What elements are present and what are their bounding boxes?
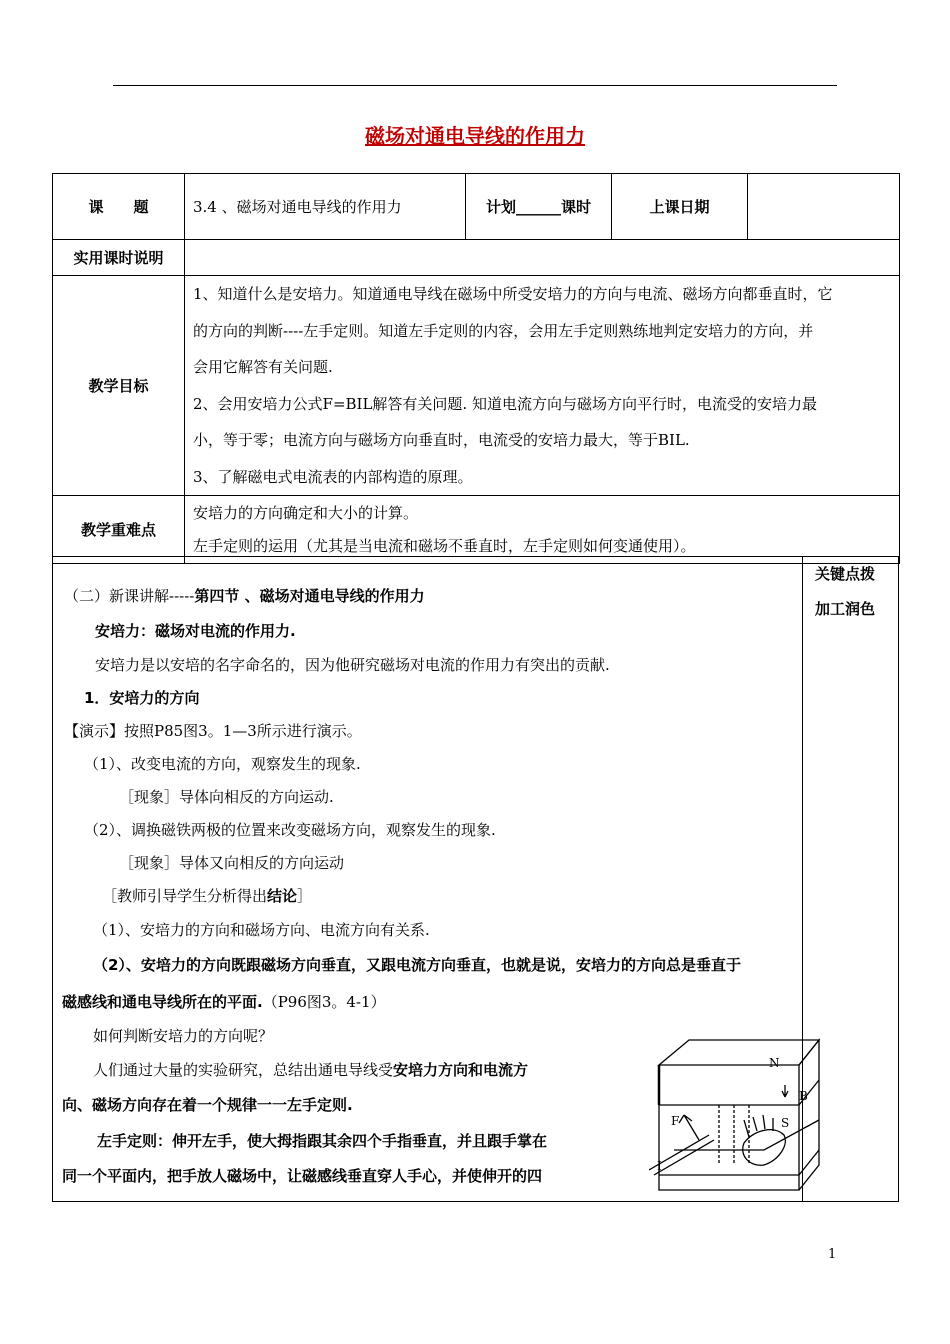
- conclusion-1: （1）、安培力的方向和磁场方向、电流方向有关系.: [93, 921, 430, 939]
- info-table: [52, 173, 900, 564]
- sidebar-line: 关键点拨: [815, 565, 876, 583]
- page-title: 磁场对通电导线的作用力: [365, 124, 585, 148]
- section-prefix: （二）新课讲解-----: [64, 587, 195, 605]
- goal-line: 3、了解磁电式电流表的内部构造的原理。: [193, 467, 473, 486]
- research-a-plain: 人们通过大量的实验研究，总结出通电导线受: [93, 1061, 394, 1079]
- sidebar-notes: [815, 557, 895, 627]
- step-1: （1）、改变电流的方向，观察发生的现象.: [84, 755, 361, 773]
- usage-label: 实用课时说明: [53, 240, 185, 276]
- figure-label-f: F: [671, 1114, 680, 1128]
- question: 如何判断安培力的方向呢？: [93, 1027, 274, 1045]
- key-label: 教学重难点: [53, 496, 185, 564]
- plan-label: 计划______课时: [466, 174, 612, 240]
- guide-bold: 结论: [267, 887, 298, 905]
- figure-label-s: S: [781, 1116, 790, 1130]
- demo-text: 【演示】按照P85图3。1—3所示进行演示。: [64, 722, 362, 740]
- guide-suffix: ］: [297, 887, 313, 905]
- figure-label-n: N: [769, 1056, 780, 1070]
- key-cell: [185, 496, 900, 564]
- research-a-bold: 安培力方向和电流方: [393, 1061, 529, 1079]
- section-title: 第四节 、磁场对通电导线的作用力: [194, 587, 425, 605]
- guide-prefix: ［教师引导学生分析得出: [102, 887, 268, 905]
- research-a: [93, 1059, 528, 1080]
- history-text: 安培力是以安培的名字命名的，因为他研究磁场对电流的作用力有突出的贡献.: [95, 656, 610, 674]
- page-number: 1: [828, 1247, 837, 1262]
- conclusion-2b: [62, 991, 386, 1012]
- goals-label: 教学目标: [53, 276, 185, 496]
- topic-value: 3.4 、磁场对通电导线的作用力: [185, 174, 466, 240]
- date-label: 上课日期: [612, 174, 748, 240]
- header-rule: [113, 85, 837, 86]
- guide-text: [102, 885, 312, 906]
- goals-cell: [185, 276, 900, 496]
- section-heading: [64, 585, 425, 606]
- left-hand-rule-figure: [649, 1025, 829, 1195]
- definition: 安培力：磁场对电流的作用力.: [95, 622, 296, 640]
- goal-line: 的方向的判断----左手定则。知道左手定则的内容，会用左手定则熟练地判定安培力的方向，并: [193, 321, 814, 340]
- key-line: 左手定则的运用（尤其是当电流和磁场不垂直时，左手定则如何变通使用）。: [193, 536, 696, 555]
- rule-b: 同一个平面内，把手放人磁场中，让磁感线垂直穿人手心，并使伸开的四: [62, 1167, 543, 1185]
- topic-label: 课 题: [53, 174, 185, 240]
- goal-line: 2、会用安培力公式F=BIL解答有关问题. 知道电流方向与磁场方向平行时，电流受的安培力最: [193, 394, 817, 413]
- conclusion-2a: （2）、安培力的方向既跟磁场方向垂直，又跟电流方向垂直，也就是说，安培力的方向总是垂直于: [93, 956, 741, 974]
- phenomenon-1: ［现象］导体向相反的方向运动.: [119, 788, 334, 806]
- goal-line: 会用它解答有关问题.: [193, 358, 333, 376]
- goal-line: 小，等于零；电流方向与磁场方向垂直时，电流受的安培力最大，等于BIL.: [193, 431, 690, 449]
- lesson-box: [52, 556, 899, 1202]
- rule-a: 左手定则：伸开左手，使大拇指跟其余四个手指垂直，并且跟手掌在: [97, 1132, 548, 1150]
- conclusion-2b-ref: （P96图3。4-1）: [262, 993, 386, 1011]
- phenomenon-2: ［现象］导体又向相反的方向运动: [119, 854, 345, 872]
- conclusion-2b-bold: 磁感线和通电导线所在的平面.: [62, 993, 263, 1011]
- step-2: （2）、调换磁铁两极的位置来改变磁场方向，观察发生的现象.: [84, 821, 496, 839]
- date-value: [748, 174, 900, 240]
- heading-direction: 1．安培力的方向: [84, 689, 200, 707]
- figure-label-i: I: [657, 1159, 662, 1173]
- figure-label-b: B: [799, 1089, 808, 1103]
- goal-line: 1、知道什么是安培力。知道通电导线在磁场中所受安培力的方向与电流、磁场方向都垂直时，它: [193, 285, 833, 303]
- sidebar-line: 加工润色: [815, 600, 876, 618]
- key-line: 安培力的方向确定和大小的计算。: [193, 503, 419, 522]
- usage-value: [185, 240, 900, 276]
- research-b: 向、磁场方向存在着一个规律一一左手定则.: [62, 1096, 353, 1114]
